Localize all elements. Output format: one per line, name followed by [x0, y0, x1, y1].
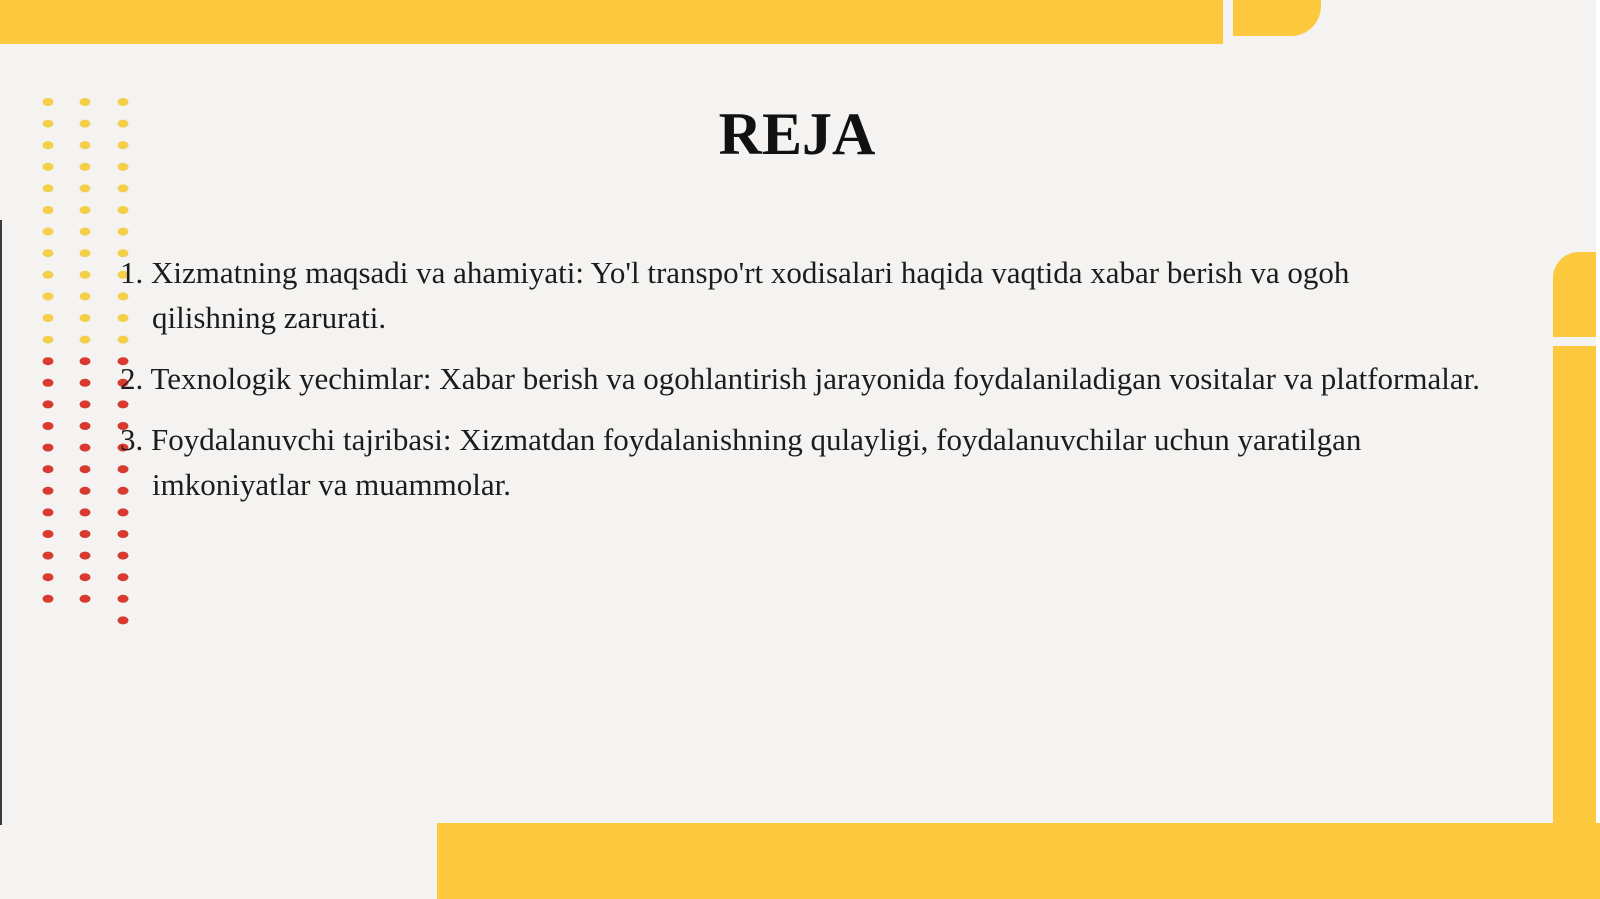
decor-dot [80, 465, 91, 473]
decor-dot [118, 228, 129, 236]
decor-dot [80, 357, 91, 365]
decor-dot [43, 271, 54, 279]
decor-dot [43, 292, 54, 300]
decor-dot [80, 292, 91, 300]
decor-dot [80, 379, 91, 387]
decor-dot [80, 249, 91, 257]
decor-dot [43, 206, 54, 214]
decor-dot [43, 184, 54, 192]
decor-dot [80, 444, 91, 452]
decor-dot [43, 465, 54, 473]
decor-dot [43, 314, 54, 322]
bottom-yellow-band [437, 823, 1600, 899]
decor-dot [43, 422, 54, 430]
plan-item-1: 1. Xizmatning maqsadi va ahamiyati: Yo'l transpo'rt xodisalari haqida vaqtida xabar berish va ogoh qilishning zarurati. [120, 255, 1350, 335]
plan-item-3: 3. Foydalanuvchi tajribasi: Xizmatdan foydalanishning qulayligi, foydalanuvchilar uchun yaratilgan imkoniyatlar va muammolar. [120, 422, 1362, 502]
decor-dot [43, 444, 54, 452]
decor-dot [118, 184, 129, 192]
decor-dot [43, 508, 54, 516]
decor-dot [43, 595, 54, 603]
decor-dot [80, 422, 91, 430]
decor-dot [43, 249, 54, 257]
decor-dot [118, 616, 129, 624]
decor-dot [118, 206, 129, 214]
decor-dot [80, 336, 91, 344]
decor-dot [80, 487, 91, 495]
right-yellow-block-upper [1553, 252, 1596, 337]
slide-title [0, 98, 1600, 170]
decor-dot [80, 400, 91, 408]
decor-dot [43, 530, 54, 538]
decor-dot [43, 357, 54, 365]
decor-dot [43, 400, 54, 408]
top-yellow-tab [1233, 0, 1321, 36]
decor-dot [118, 573, 129, 581]
decor-dot [43, 573, 54, 581]
right-yellow-block-lower [1553, 346, 1596, 899]
decor-dot [80, 595, 91, 603]
decor-dot [80, 530, 91, 538]
plan-list [120, 250, 1480, 523]
decor-dot [80, 508, 91, 516]
decor-dot [80, 271, 91, 279]
decor-dot [43, 552, 54, 560]
decor-dot [80, 228, 91, 236]
decor-dot [80, 314, 91, 322]
decor-dot [43, 379, 54, 387]
slide-title-text: REJA [718, 101, 876, 167]
decor-dot [43, 228, 54, 236]
decor-dot [43, 336, 54, 344]
decor-dot [118, 552, 129, 560]
decor-dot [43, 487, 54, 495]
decor-dot [80, 206, 91, 214]
plan-item-2: 2. Texnologik yechimlar: Xabar berish va ogohlantirish jarayonida foydalaniladigan vositalar va platformalar. [120, 361, 1480, 396]
decor-dot [80, 573, 91, 581]
top-yellow-band [0, 0, 1223, 44]
decor-dot [118, 530, 129, 538]
decor-dot [118, 595, 129, 603]
decor-dot [80, 184, 91, 192]
decor-dot [80, 552, 91, 560]
